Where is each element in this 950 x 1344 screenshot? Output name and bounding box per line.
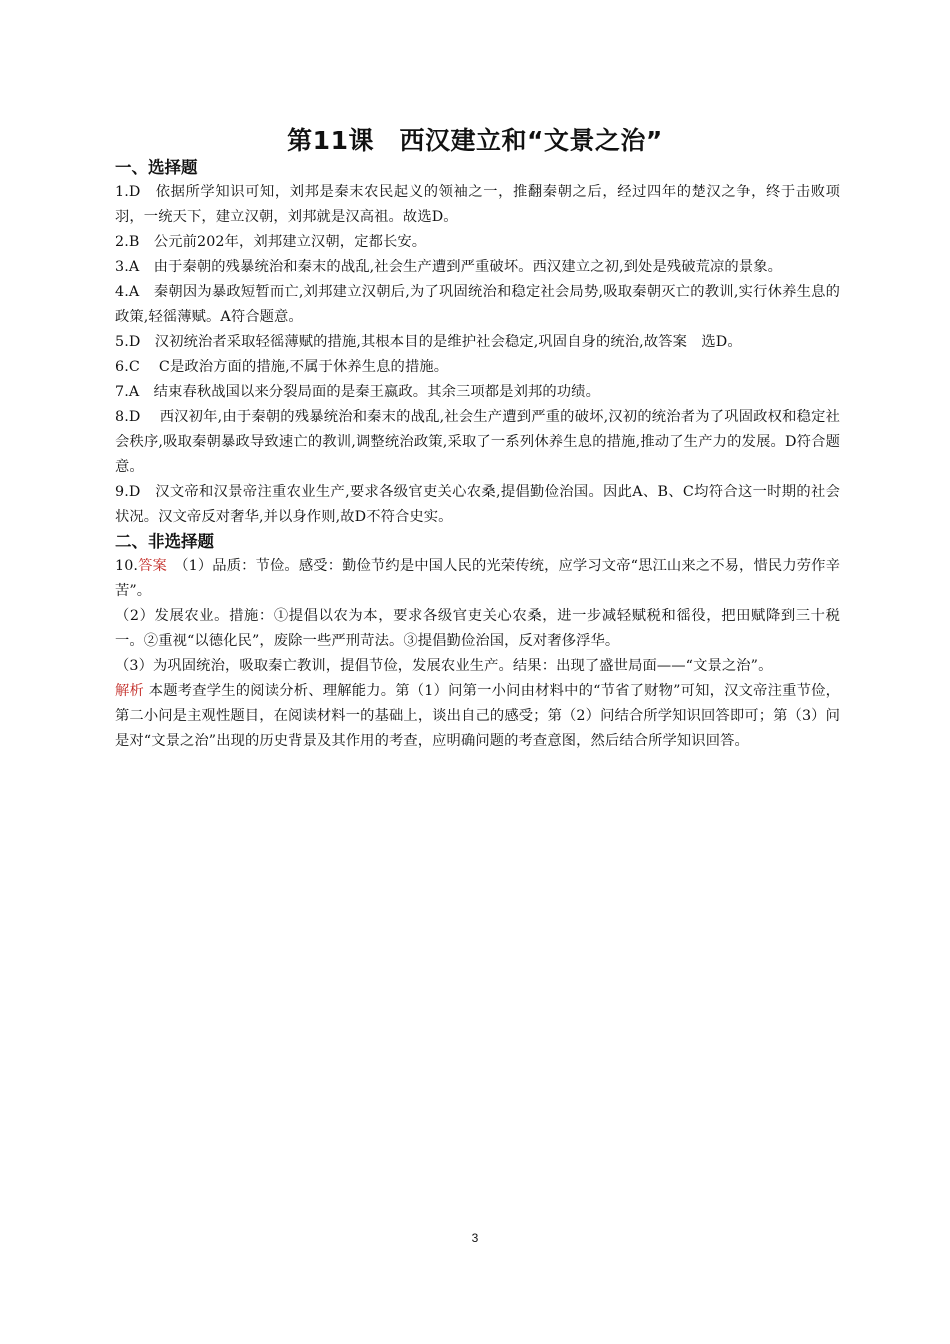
answer-item-7: 7.A 结束春秋战国以来分裂局面的是秦王嬴政。其余三项都是刘邦的功绩。 (115, 384, 600, 400)
answer-item-3: 3.A 由于秦朝的残暴统治和秦末的战乱,社会生产遭到严重破坏。西汉建立之初,到处是残破荒凉的景象。 (115, 259, 783, 275)
q10-number: 10. (115, 558, 139, 574)
answer-item-4: 4.A 秦朝因为暴政短暂而亡,刘邦建立汉朝后,为了巩固统治和稳定社会局势,吸取秦朝灭亡的教训,实行休养生息的政策,轻徭薄赋。A符合题意。 (115, 284, 840, 325)
answer-content (115, 156, 840, 754)
answer-item-6: 6.C C是政治方面的措施,不属于休养生息的措施。 (115, 359, 449, 375)
section-heading-choice: 一、选择题 (115, 158, 198, 177)
q10-answer-part1 (115, 554, 840, 604)
analysis-label: 解析 (115, 683, 145, 699)
page-number: 3 (471, 1231, 479, 1245)
answer-item-2: 2.B 公元前202年，刘邦建立汉朝，定都长安。 (115, 234, 427, 250)
page-title: 第11课 西汉建立和“文景之治” (287, 126, 663, 155)
analysis-text: 本题考查学生的阅读分析、理解能力。第（1）问第一小问由材料中的“节省了财物”可知，汉文帝注重节俭，第二小问是主观性题目，在阅读材料一的基础上，谈出自己的感受；第（2）问结合所学知识回答即可；第（3）问是对“文景之治”出现的历史背景及其作用的考查，应明确问题的考查意图，然后结合所学知识回答。 (115, 683, 840, 749)
answer-label: 答案 (138, 558, 167, 574)
answer-item-9: 9.D 汉文帝和汉景帝注重农业生产,要求各级官吏关心农桑,提倡勤俭治国。因此A、B、C均符合这一时期的社会状况。汉文帝反对奢华,并以身作则,故D不符合史实。 (115, 484, 840, 525)
answer-item-8: 8.D 西汉初年,由于秦朝的残暴统治和秦末的战乱,社会生产遭到严重的破坏,汉初的统治者为了巩固政权和稳定社会秩序,吸取秦朝暴政导致速亡的教训,调整统治政策,采取了一系列休养生息的措施,推动了生产力的发展。D符合题意。 (115, 409, 840, 475)
answer-item-5: 5.D 汉初统治者采取轻徭薄赋的措施,其根本目的是维护社会稳定,巩固自身的统治,故答案 选D。 (115, 334, 742, 350)
q10-answer-part3: （3）为巩固统治，吸取秦亡教训，提倡节俭，发展农业生产。结果：出现了盛世局面——“文景之治”。 (115, 658, 773, 674)
section-heading-nonchoice: 二、非选择题 (115, 532, 214, 551)
q10-analysis (115, 679, 840, 754)
q10-answer-text-1: （1）品质：节俭。感受：勤俭节约是中国人民的光荣传统，应学习文帝“思江山来之不易，惜民力劳作辛苦”。 (115, 558, 840, 599)
q10-answer-part2: （2）发展农业。措施：①提倡以农为本，要求各级官吏关心农桑，进一步减轻赋税和徭役，把田赋降到三十税一。②重视“以德化民”，废除一些严刑苛法。③提倡勤俭治国，反对奢侈浮华。 (115, 608, 840, 649)
answer-item-1: 1.D 依据所学知识可知，刘邦是秦末农民起义的领袖之一，推翻秦朝之后，经过四年的楚汉之争，终于击败项羽，一统天下，建立汉朝，刘邦就是汉高祖。故选D。 (115, 184, 840, 225)
